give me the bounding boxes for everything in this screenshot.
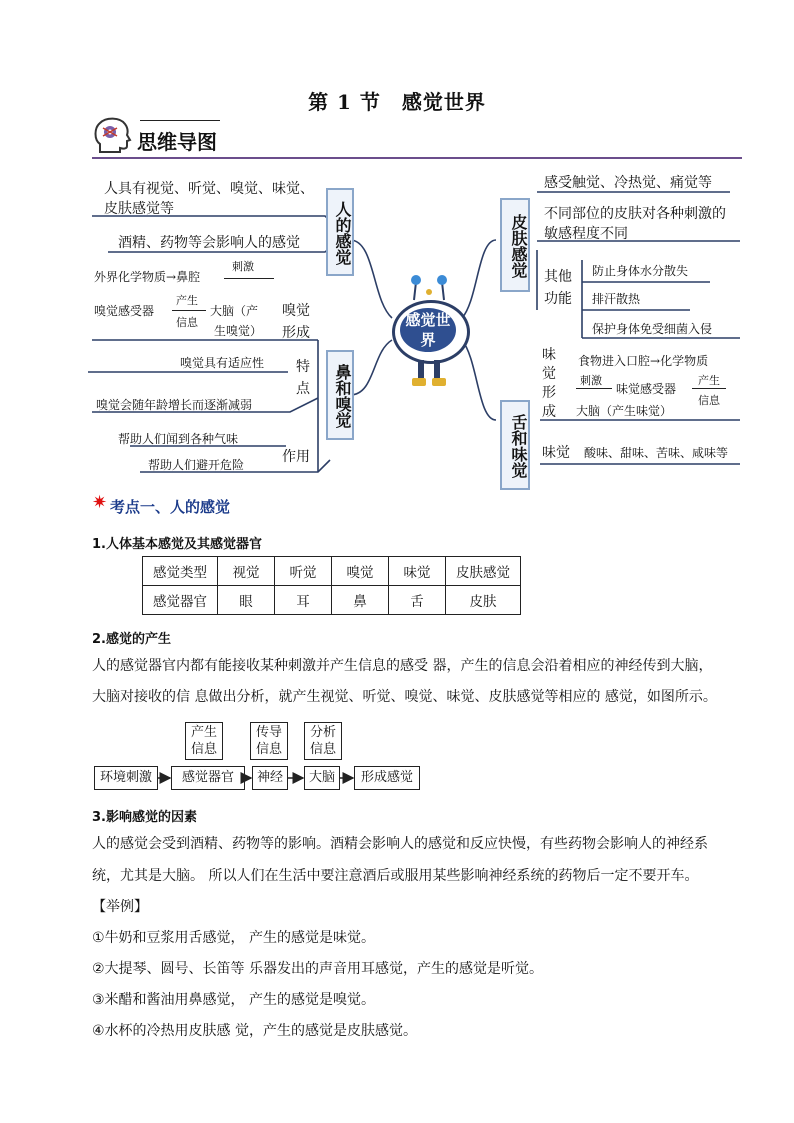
mm-text: 产生 (176, 294, 198, 307)
robot-feet-icon (410, 358, 448, 390)
mm-text: 信息 (698, 394, 720, 407)
table-cell: 鼻 (332, 586, 389, 615)
flow-label-line: 产生 (190, 725, 217, 740)
mm-label: 特 (296, 359, 310, 375)
table-cell: 味觉 (389, 557, 446, 586)
section-heading: 考点一、人的感觉 (110, 498, 231, 516)
mindmap-header: 思维导图 (137, 130, 217, 154)
table-cell: 耳 (275, 586, 332, 615)
mm-label: 味 (542, 347, 556, 363)
mm-text: 嗅觉具有适应性 (180, 356, 265, 370)
table-cell: 眼 (218, 586, 275, 615)
mm-text: 嗅觉感受器 (94, 304, 155, 318)
flow-box: 感觉器官 (171, 766, 245, 790)
table-cell: 感觉器官 (143, 586, 218, 615)
category-skin: 皮肤感觉 (500, 198, 530, 292)
mm-label: 觉 (542, 366, 556, 382)
header-rule (92, 157, 742, 159)
mm-text: 帮助人们避开危险 (148, 458, 245, 472)
mm-text: 帮助人们闻到各种气味 (118, 432, 239, 446)
paragraph: 人的感觉会受到酒精、药物等的影响。酒精会影响人的感觉和反应快慢，有些药物会影响人的神经系 (92, 836, 708, 852)
mm-text: 味觉感受器 (616, 382, 677, 396)
flow-label-line: 分析 (309, 725, 336, 740)
mm-text: 大脑（产生味觉） (576, 404, 673, 418)
mm-text: 保护身体免受细菌入侵 (592, 322, 713, 336)
flow-box: 环境刺激 (94, 766, 158, 790)
mm-label: 点 (296, 381, 310, 397)
table-row (143, 557, 521, 586)
flow-label (304, 722, 342, 760)
flow-box: 大脑 (304, 766, 340, 790)
mm-label: 形成 (282, 325, 310, 341)
table-cell: 皮肤 (446, 586, 521, 615)
mm-label: 味觉 (542, 445, 570, 461)
arrow-icon: → (650, 354, 661, 368)
mm-label: 作用 (282, 449, 310, 465)
flow-box: 神经 (252, 766, 288, 790)
mm-text: 鼻腔 (176, 270, 201, 284)
flow-label-line: 传导 (255, 725, 282, 740)
category-tongue-taste: 舌和味觉 (500, 400, 530, 490)
flow-label (250, 722, 288, 760)
flow-arrows (0, 760, 440, 796)
category-nose-smell: 鼻和嗅觉 (326, 350, 354, 440)
mm-text: 刺激 (232, 260, 254, 273)
category-human-senses: 人的感觉 (326, 188, 354, 276)
arrow-line (172, 310, 206, 311)
mm-text: 酒精、药物等会影响人的感觉 (118, 235, 300, 251)
mm-text: 人具有视觉、听觉、嗅觉、味觉、 (104, 181, 314, 197)
center-label: 感觉世界 (400, 308, 456, 352)
mm-text: 生嗅觉） (214, 324, 263, 338)
mm-text: 化学物质 (660, 354, 709, 368)
flow-label (185, 722, 223, 760)
mm-text: 产生 (698, 374, 720, 387)
table-cell: 听觉 (275, 557, 332, 586)
arrow-line (692, 388, 726, 389)
mm-text: 酸味、甜味、苦味、咸味等 (584, 446, 729, 460)
mm-text: 嗅觉会随年龄增长而逐渐减弱 (96, 398, 253, 412)
page-title: 第 1 节 感觉世界 (308, 90, 486, 114)
brain-head-icon (92, 114, 132, 158)
mm-text: 刺激 (580, 374, 602, 387)
mm-text: 排汗散热 (592, 292, 641, 306)
example-item: ④水杯的冷热用皮肤感 觉，产生的感觉是皮肤感觉。 (92, 1023, 417, 1039)
table-cell: 嗅觉 (332, 557, 389, 586)
flow-label-line: 信息 (190, 742, 217, 757)
subheading: 1.人体基本感觉及其感觉器官 (92, 537, 262, 552)
mm-label-group (542, 346, 556, 422)
arrow-line (224, 278, 274, 279)
mm-label: 功能 (544, 291, 572, 307)
example-item: ③米醋和酱油用鼻感觉， 产生的感觉是嗅觉。 (92, 992, 375, 1008)
mm-label: 成 (542, 404, 556, 420)
table-cell: 感觉类型 (143, 557, 218, 586)
table-cell: 皮肤感觉 (446, 557, 521, 586)
mm-text: 皮肤感觉等 (104, 201, 174, 217)
example-heading: 【举例】 (92, 899, 148, 915)
senses-table (142, 556, 521, 615)
mm-text: 敏感程度不同 (544, 226, 628, 242)
mm-label: 嗅觉 (282, 303, 310, 319)
table-row (143, 586, 521, 615)
mm-text: 防止身体水分散失 (592, 264, 689, 278)
antenna-icon (404, 270, 454, 302)
flow-box: 形成感觉 (354, 766, 420, 790)
subheading: 2.感觉的产生 (92, 632, 171, 647)
mm-text: 信息 (176, 316, 198, 329)
header-top-rule (140, 120, 220, 121)
mm-text: 不同部位的皮肤对各种刺激的 (544, 206, 726, 222)
mm-text: 感受触觉、冷热觉、痛觉等 (544, 175, 712, 191)
example-item: ①牛奶和豆浆用舌感觉， 产生的感觉是味觉。 (92, 930, 375, 946)
arrow-icon: → (166, 270, 177, 284)
mm-text: 外界化学物质 (94, 270, 167, 284)
mm-label: 其他 (544, 269, 572, 285)
subheading: 3.影响感觉的因素 (92, 810, 197, 825)
paragraph: 大脑对接收的信 息做出分析，就产生视觉、听觉、嗅觉、味觉、皮肤感觉等相应的 感觉，如图所示。 (92, 689, 717, 705)
example-item: ②大提琴、圆号、长笛等 乐器发出的声音用耳感觉，产生的感觉是听觉。 (92, 961, 543, 977)
mm-label: 形 (542, 385, 556, 401)
mm-text: 大脑（产 (210, 304, 259, 318)
table-cell: 视觉 (218, 557, 275, 586)
table-cell: 舌 (389, 586, 446, 615)
mm-text: 食物进入口腔 (578, 354, 651, 368)
paragraph: 人的感觉器官内都有能接收某种刺激并产生信息的感受 器，产生的信息会沿着相应的神经传到大脑， (92, 658, 713, 674)
flow-label-line: 信息 (255, 742, 282, 757)
paragraph: 统，尤其是大脑。 所以人们在生活中要注意酒后或服用某些影响神经系统的药物后一定不要开车。 (92, 868, 699, 884)
arrow-line (576, 388, 612, 389)
flow-label-line: 信息 (309, 742, 336, 757)
star-icon: ✷ (92, 492, 108, 513)
